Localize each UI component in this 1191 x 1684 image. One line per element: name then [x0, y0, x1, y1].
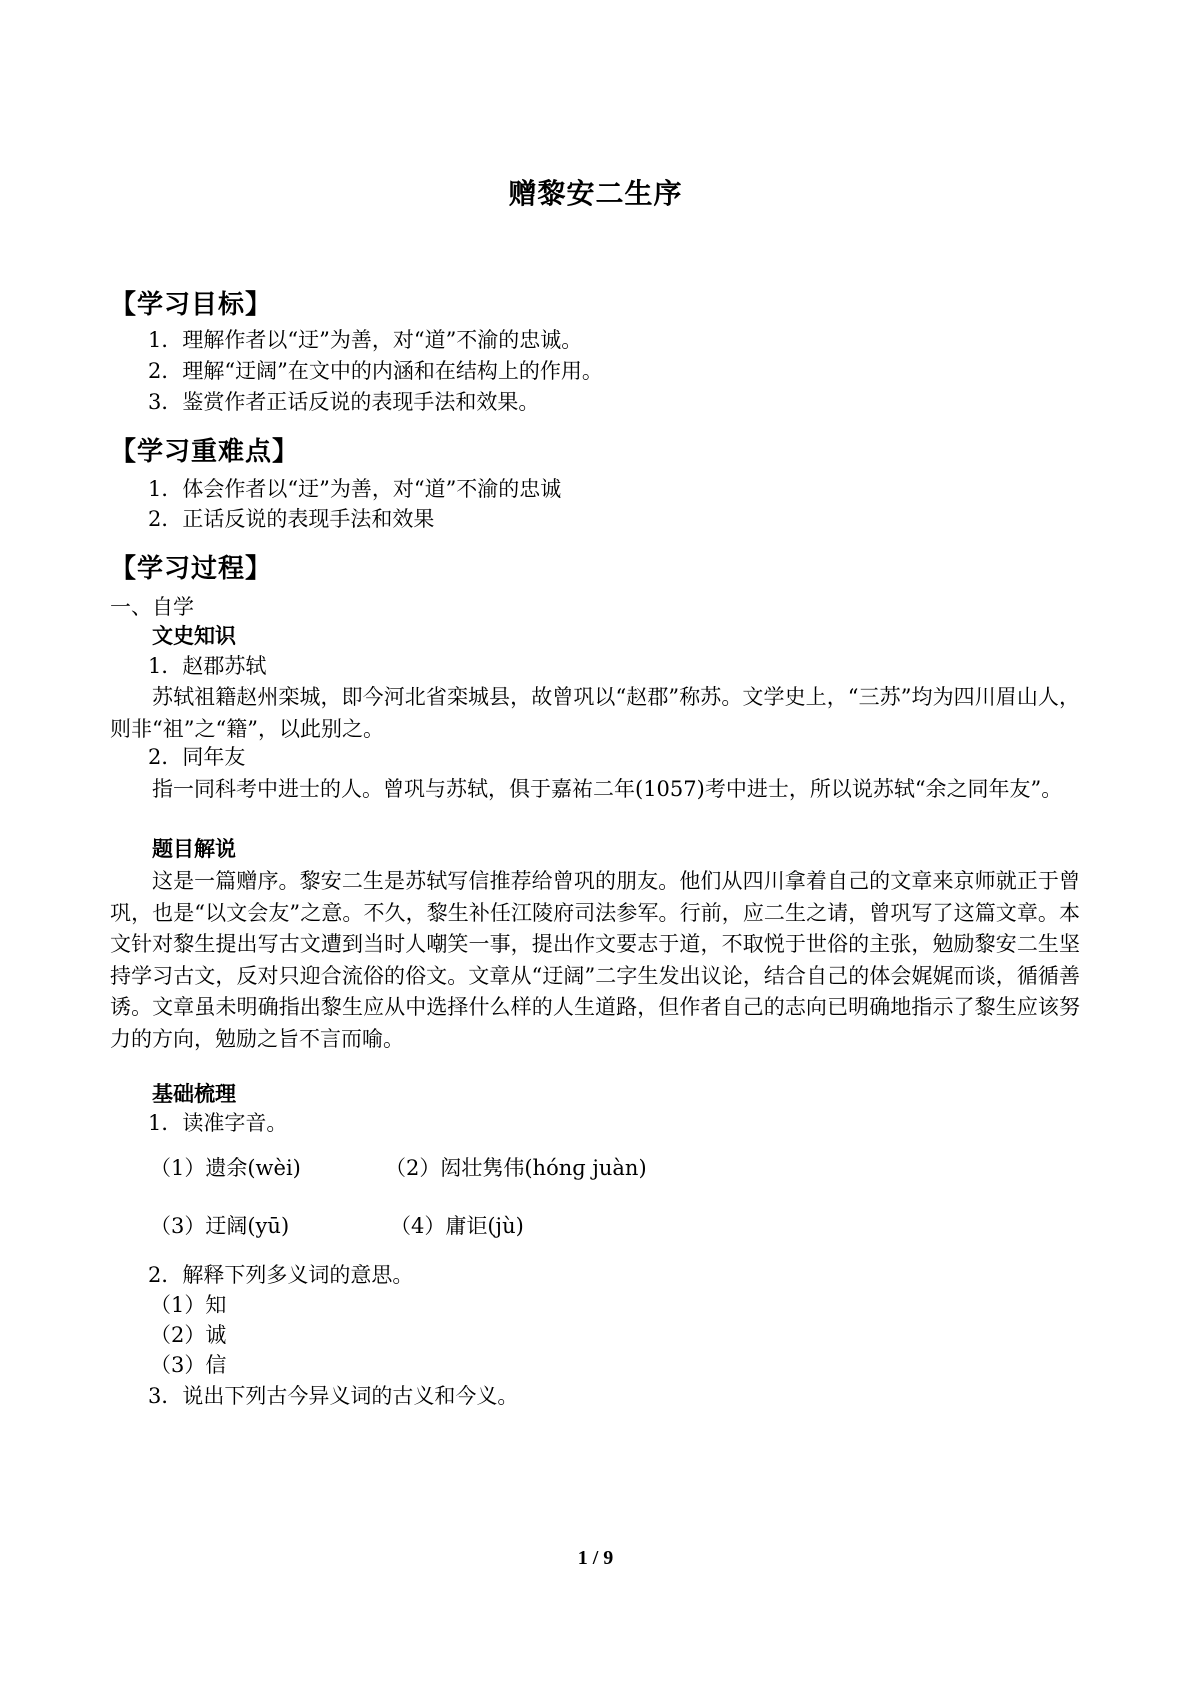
subheading-literary-knowledge: 文史知识 — [152, 624, 236, 648]
subheading-title-explanation: 题目解说 — [152, 837, 236, 861]
subheading-basics: 基础梳理 — [152, 1082, 236, 1106]
pronunciation-3: （3）迂阔(yū) — [150, 1214, 290, 1238]
pronunciation-2: （2）闳壮隽伟(hónɡ juàn) — [385, 1156, 647, 1180]
heading-objectives: 【学习目标】 — [110, 290, 273, 320]
objective-item-2: 2．理解“迂阔”在文中的内涵和在结构上的作用。 — [148, 359, 603, 383]
lit-item-1: 1．赵郡苏轼 — [148, 654, 267, 678]
page-title: 赠黎安二生序 — [508, 177, 683, 210]
question-2: 2．解释下列多义词的意思。 — [148, 1263, 414, 1287]
title-explanation-paragraph: 这是一篇赠序。黎安二生是苏轼写信推荐给曾巩的朋友。他们从四川拿着自己的文章来京师就正于曾巩，也是“以文会友”之意。不久，黎生补任江陵府司法参军。行前，应二生之请，曾巩写了这篇文章。本文针对黎生提出写古文遭到当时人嘲笑一事，提出作文要志于道，不取悦于世俗的主张，勉励黎安二生坚持学习古文，反对只迎合流俗的俗文。文章从“迂阔”二字生发出议论，结合自己的体会娓娓而谈，循循善诱。文章虽未明确指出黎生应从中选择什么样的人生道路，但作者自己的志向已明确地指示了黎生应该努力的方向，勉励之旨不言而喻。 — [110, 869, 1080, 1051]
word-item-2: （2）诚 — [150, 1323, 227, 1347]
part-self-study: 一、自学 — [110, 595, 194, 619]
heading-key-points: 【学习重难点】 — [110, 437, 300, 467]
word-item-1: （1）知 — [150, 1293, 227, 1317]
question-1: 1．读准字音。 — [148, 1111, 288, 1135]
lit-item-2: 2．同年友 — [148, 745, 246, 769]
question-3: 3．说出下列古今异义词的古义和今义。 — [148, 1384, 519, 1408]
pronunciation-4: （4）庸讵(jù) — [390, 1214, 524, 1238]
key-point-item-2: 2．正话反说的表现手法和效果 — [148, 507, 435, 531]
page-number: 1 / 9 — [577, 1547, 614, 1569]
heading-process: 【学习过程】 — [110, 554, 273, 584]
pronunciation-1: （1）遗余(wèi) — [150, 1156, 301, 1180]
key-point-item-1: 1．体会作者以“迂”为善，对“道”不渝的忠诚 — [148, 477, 562, 501]
lit-paragraph-2: 指一同科考中进士的人。曾巩与苏轼，俱于嘉祐二年(1057)考中进士，所以说苏轼“余之同年友”。 — [152, 777, 1063, 801]
word-item-3: （3）信 — [150, 1353, 227, 1377]
objective-item-3: 3．鉴赏作者正话反说的表现手法和效果。 — [148, 390, 540, 414]
objective-item-1: 1．理解作者以“迂”为善，对“道”不渝的忠诚。 — [148, 328, 583, 352]
lit-paragraph-1: 苏轼祖籍赵州栾城，即今河北省栾城县，故曾巩以“赵郡”称苏。文学史上，“三苏”均为四川眉山人，则非“祖”之“籍”，以此别之。 — [110, 685, 1080, 741]
